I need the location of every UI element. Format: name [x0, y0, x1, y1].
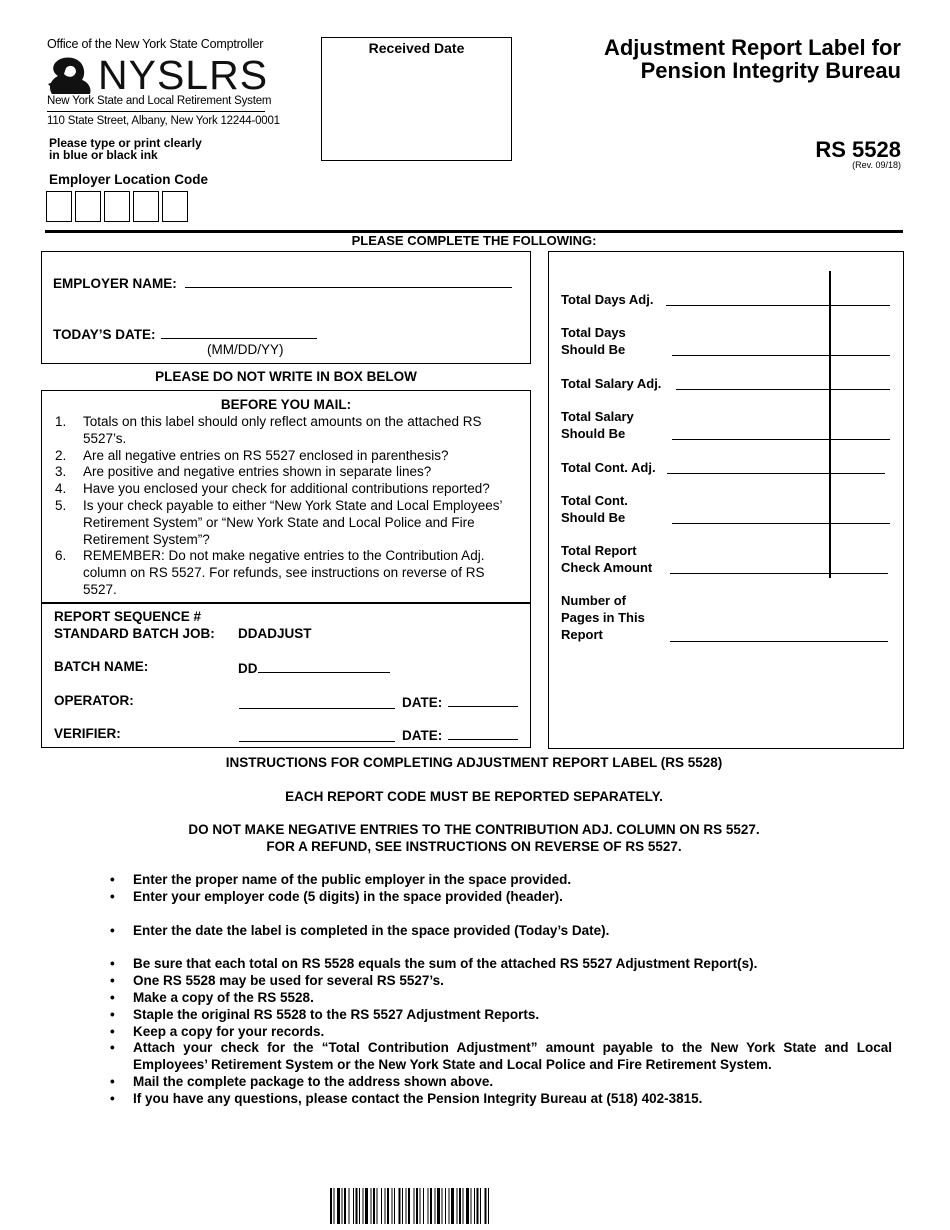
- verifier-field[interactable]: [239, 728, 395, 742]
- batch-name-row: [238, 659, 390, 676]
- bullet-item: • Keep a copy for your records.: [110, 1023, 325, 1039]
- logo-text: NYSLRS: [98, 52, 269, 98]
- before-you-mail-list: [55, 414, 515, 599]
- operator-field[interactable]: [239, 695, 395, 709]
- totals-box: [548, 251, 904, 749]
- location-code-box-5[interactable]: [162, 191, 188, 222]
- office-name: Office of the New York State Comptroller: [47, 37, 264, 51]
- type-note: [49, 137, 269, 161]
- instructions-bullet-list: [110, 872, 892, 1108]
- complete-heading: PLEASE COMPLETE THE FOLLOWING:: [351, 233, 597, 248]
- bullet-item: • If you have any questions, please contact the Pension Integrity Bureau at (518) 402-3815.: [110, 1090, 703, 1106]
- total-salary-adj-field[interactable]: [676, 389, 890, 390]
- form-number: RS 5528: [815, 137, 901, 162]
- bullet-item: • One RS 5528 may be used for several RS 5527’s.: [110, 973, 444, 989]
- totals-column-divider: [829, 271, 831, 578]
- bullet-item: • Be sure that each total on RS 5528 equals the sum of the attached RS 5527 Adjustment Report(s).: [110, 956, 758, 972]
- total-cont-should-be-label: Total Cont. Should Be: [561, 493, 628, 525]
- office-use-box: [41, 390, 531, 748]
- before-you-mail-heading: BEFORE YOU MAIL:: [220, 397, 352, 412]
- employer-name-label: EMPLOYER NAME:: [53, 276, 177, 291]
- total-salary-adj-label: Total Salary Adj.: [561, 376, 662, 391]
- form-title: [604, 36, 901, 82]
- system-name: New York State and Local Retirement System: [47, 95, 272, 107]
- total-cont-adj-field[interactable]: [667, 473, 885, 474]
- batch-name-prefix: DD: [238, 661, 258, 676]
- employer-location-code-label: Employer Location Code: [49, 172, 209, 187]
- bullet-item: • Mail the complete package to the address shown above.: [110, 1073, 494, 1089]
- employer-name-field[interactable]: [185, 274, 512, 288]
- total-cont-adj-label: Total Cont. Adj.: [561, 460, 656, 475]
- batch-name-label: BATCH NAME:: [54, 659, 149, 674]
- list-item: 5. Is your check payable to either “New York State and Local Employees’ Retirement System” or “New York State and Local Police and Fire Retirement System”?: [55, 497, 502, 547]
- type-note-line1: Please type or print clearly: [49, 136, 202, 150]
- verifier-label: VERIFIER:: [54, 726, 121, 741]
- operator-date-field[interactable]: [448, 693, 518, 707]
- list-item: 2. Are all negative entries on RS 5527 enclosed in parenthesis?: [55, 447, 449, 463]
- instructions-line3: FOR A REFUND, SEE INSTRUCTIONS ON REVERSE OF RS 5527.: [266, 839, 682, 854]
- list-item: 1. Totals on this label should only reflect amounts on the attached RS 5527’s.: [55, 414, 482, 446]
- verifier-date-field[interactable]: [448, 726, 518, 740]
- total-days-should-be-label: Total Days Should Be: [561, 325, 626, 357]
- number-of-pages-label: Number of Pages in This Report: [561, 593, 645, 642]
- todays-date-field[interactable]: [161, 325, 317, 339]
- location-code-box-4[interactable]: [133, 191, 159, 222]
- operator-label: OPERATOR:: [54, 693, 134, 708]
- bullet-item: • Enter the date the label is completed in the space provided (Today’s Date).: [110, 922, 610, 938]
- operator-date-row: [402, 693, 518, 710]
- list-item: 3. Are positive and negative entries shown in separate lines?: [55, 464, 432, 480]
- form-revision: (Rev. 09/18): [852, 160, 901, 170]
- todays-date-label: TODAY’S DATE:: [53, 327, 156, 342]
- location-code-box-2[interactable]: [75, 191, 101, 222]
- do-not-write-notice: PLEASE DO NOT WRITE IN BOX BELOW: [155, 369, 417, 384]
- location-code-box-1[interactable]: [46, 191, 72, 222]
- bullet-item: • Make a copy of the RS 5528.: [110, 989, 314, 1005]
- received-date-label: Received Date: [368, 40, 465, 56]
- total-check-amount-field[interactable]: [670, 573, 888, 574]
- total-check-amount-label: Total Report Check Amount: [561, 543, 653, 575]
- bullet-item: • Enter the proper name of the public employer in the space provided.: [110, 872, 572, 887]
- verifier-date-label: DATE:: [402, 728, 443, 743]
- total-salary-should-be-label: Total Salary Should Be: [561, 409, 634, 441]
- instructions-heading: INSTRUCTIONS FOR COMPLETING ADJUSTMENT REPORT LABEL (RS 5528): [225, 755, 723, 770]
- total-days-should-be-field[interactable]: [672, 355, 890, 356]
- barcode-icon: [330, 1188, 612, 1224]
- bullet-item: • Enter your employer code (5 digits) in the space provided (header).: [110, 888, 563, 904]
- batch-job-label: STANDARD BATCH JOB:: [54, 626, 215, 641]
- form-title-line2: Pension Integrity Bureau: [640, 58, 901, 83]
- total-salary-should-be-field[interactable]: [672, 439, 890, 440]
- employer-info-box: [41, 251, 531, 364]
- address: 110 State Street, Albany, New York 12244-0001: [47, 115, 280, 127]
- bullet-item: • Attach your check for the “Total Contribution Adjustment” amount payable to the New York State and Local Employees’ Retirement System or the New York State and Local Police and Fire Retirement System.: [110, 1040, 892, 1073]
- employer-name-row: [53, 274, 512, 291]
- date-format-hint: (MM/DD/YY): [207, 342, 284, 357]
- instructions-line1: EACH REPORT CODE MUST BE REPORTED SEPARATELY.: [285, 789, 663, 804]
- total-cont-should-be-field[interactable]: [672, 523, 890, 524]
- logo-divider: [47, 111, 265, 112]
- location-code-box-3[interactable]: [104, 191, 130, 222]
- operator-date-label: DATE:: [402, 695, 443, 710]
- list-item: 6. REMEMBER: Do not make negative entries to the Contribution Adj. column on RS 5527. For refunds, see instructions on reverse of RS 5527.: [55, 548, 485, 597]
- form-title-line1: Adjustment Report Label for: [603, 35, 901, 60]
- batch-job-value: DDADJUST: [238, 626, 312, 641]
- total-days-adj-label: Total Days Adj.: [561, 292, 654, 307]
- instructions-line2: DO NOT MAKE NEGATIVE ENTRIES TO THE CONTRIBUTION ADJ. COLUMN ON RS 5527.: [188, 822, 760, 837]
- number-of-pages-field[interactable]: [670, 641, 888, 642]
- office-use-divider: [42, 602, 530, 604]
- total-days-adj-field[interactable]: [666, 305, 890, 306]
- todays-date-row: [53, 325, 317, 342]
- report-sequence-label: REPORT SEQUENCE #: [54, 609, 202, 624]
- list-item: 4. Have you enclosed your check for additional contributions reported?: [55, 481, 490, 497]
- verifier-date-row: [402, 726, 518, 743]
- received-date-box: [321, 37, 512, 161]
- type-note-line2: in blue or black ink: [49, 148, 158, 162]
- batch-name-field[interactable]: [258, 659, 390, 673]
- bullet-item: • Staple the original RS 5528 to the RS 5527 Adjustment Reports.: [110, 1006, 540, 1022]
